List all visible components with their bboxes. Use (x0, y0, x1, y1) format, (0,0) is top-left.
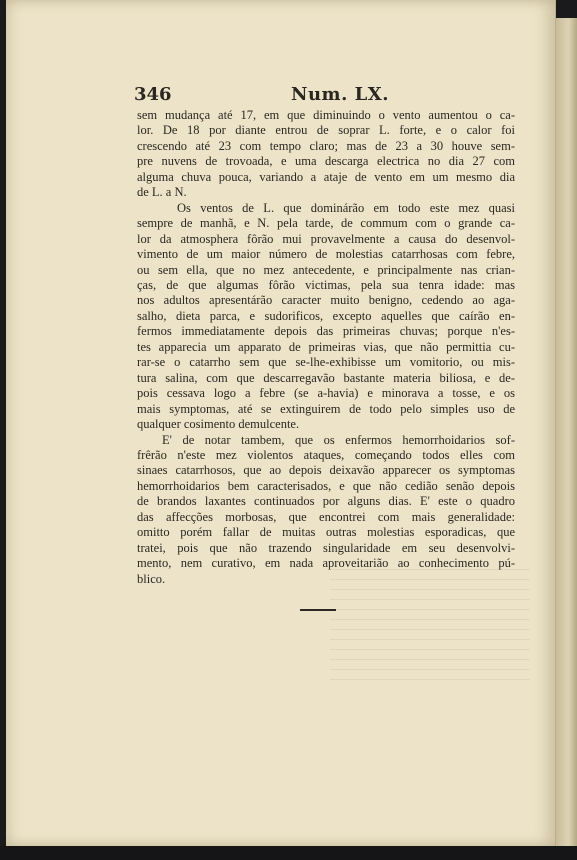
section-end-rule (300, 609, 336, 611)
text-line: mais symptomas, até se extinguirem de todo pelo simples uso de (137, 401, 515, 416)
text-line: hemorrhoidarios bem caracterisados, e que não cedião senão depois (137, 478, 515, 493)
text-line: sempre de manhã, e N. pela tarde, de commum com o grande ca- (137, 216, 515, 231)
text-line: mento, nem curativo, em nada aproveitarião ao conhecimento pú- (137, 556, 515, 571)
text-line: Os ventos de L. que dominárão em todo este mez quasi (177, 200, 515, 215)
text-line: tratei, pois que não trazendo singularidade em seu desenvolvi- (137, 540, 515, 555)
text-line: ças, de que algumas fôrão victimas, pela sua tenra idade: mas (137, 277, 515, 292)
text-line: lor da atmosphera fôrão mui provavelmente a causa do desenvol- (137, 231, 515, 246)
running-head: Num. LX. (291, 84, 390, 105)
text-line: frêrão n'este mez violentos ataques, começando todos elles com (137, 447, 515, 462)
text-line: rar-se o catarrho sem que se-lhe-exhibisse um vomitorio, ou mis- (137, 355, 515, 370)
text-line: de brandos laxantes continuados por alguns dias. E' este o quadro (137, 494, 515, 509)
text-line: nos adultos apresentárão caracter muito benigno, cedendo ao aga- (137, 293, 515, 308)
text-line: lor. De 18 por diante entrou de soprar L. forte, e o calor foi (137, 123, 515, 138)
text-line: pre nuvens de trovoada, e uma descarga electrica no dia 27 com (137, 154, 515, 169)
text-line: salho, dieta parca, e sudorificos, excepto aquelles que caírão en- (137, 308, 515, 323)
text-line: pois cessava logo a febre (se a-havia) e minorava a tosse, e os (137, 386, 515, 401)
text-line: omitto porém fallar de muitas outras molestias esporadicas, que (137, 525, 515, 540)
text-line: qualquer cosimento demulcente. (137, 417, 300, 432)
body-text (137, 108, 515, 587)
page-number: 346 (134, 84, 172, 105)
text-line: alguma chuva pouca, variando a ataje de vento em um mesmo dia (137, 169, 515, 184)
text-line: crescendo até 23 com tempo claro; mas de 23 a 30 houve sem- (137, 138, 515, 153)
text-line: ou sem ella, que no mez antecedente, e principalmente nas crian- (137, 262, 515, 277)
text-line: vimento de um maior número de molestias catarrhosas com febre, (137, 247, 515, 262)
text-line: sem mudança até 17, em que diminuindo o vento aumentou o ca- (137, 108, 515, 122)
text-line: tes apparecia um apparato de primeiras vias, que não permittia cu- (137, 339, 515, 354)
text-line: sinaes catarrhosos, que ao depois deixavão apparecer os symptomas (137, 463, 515, 478)
text-line: de L. a N. (137, 185, 187, 200)
page-header (131, 84, 521, 108)
text-line: das affecções morbosas, que encontrei com mais generalidade: (137, 509, 515, 524)
text-line: E' de notar tambem, que os enfermos hemorrhoidarios sof- (162, 432, 515, 447)
text-line: blico. (137, 571, 166, 586)
text-line: fermos immediatamente depois das primeiras chuvas; porque n'es- (137, 324, 515, 339)
page-edge (556, 18, 577, 860)
text-line: tura salina, com que descarregavão bastante materia biliosa, e de- (137, 370, 515, 385)
scan-border (0, 846, 577, 860)
